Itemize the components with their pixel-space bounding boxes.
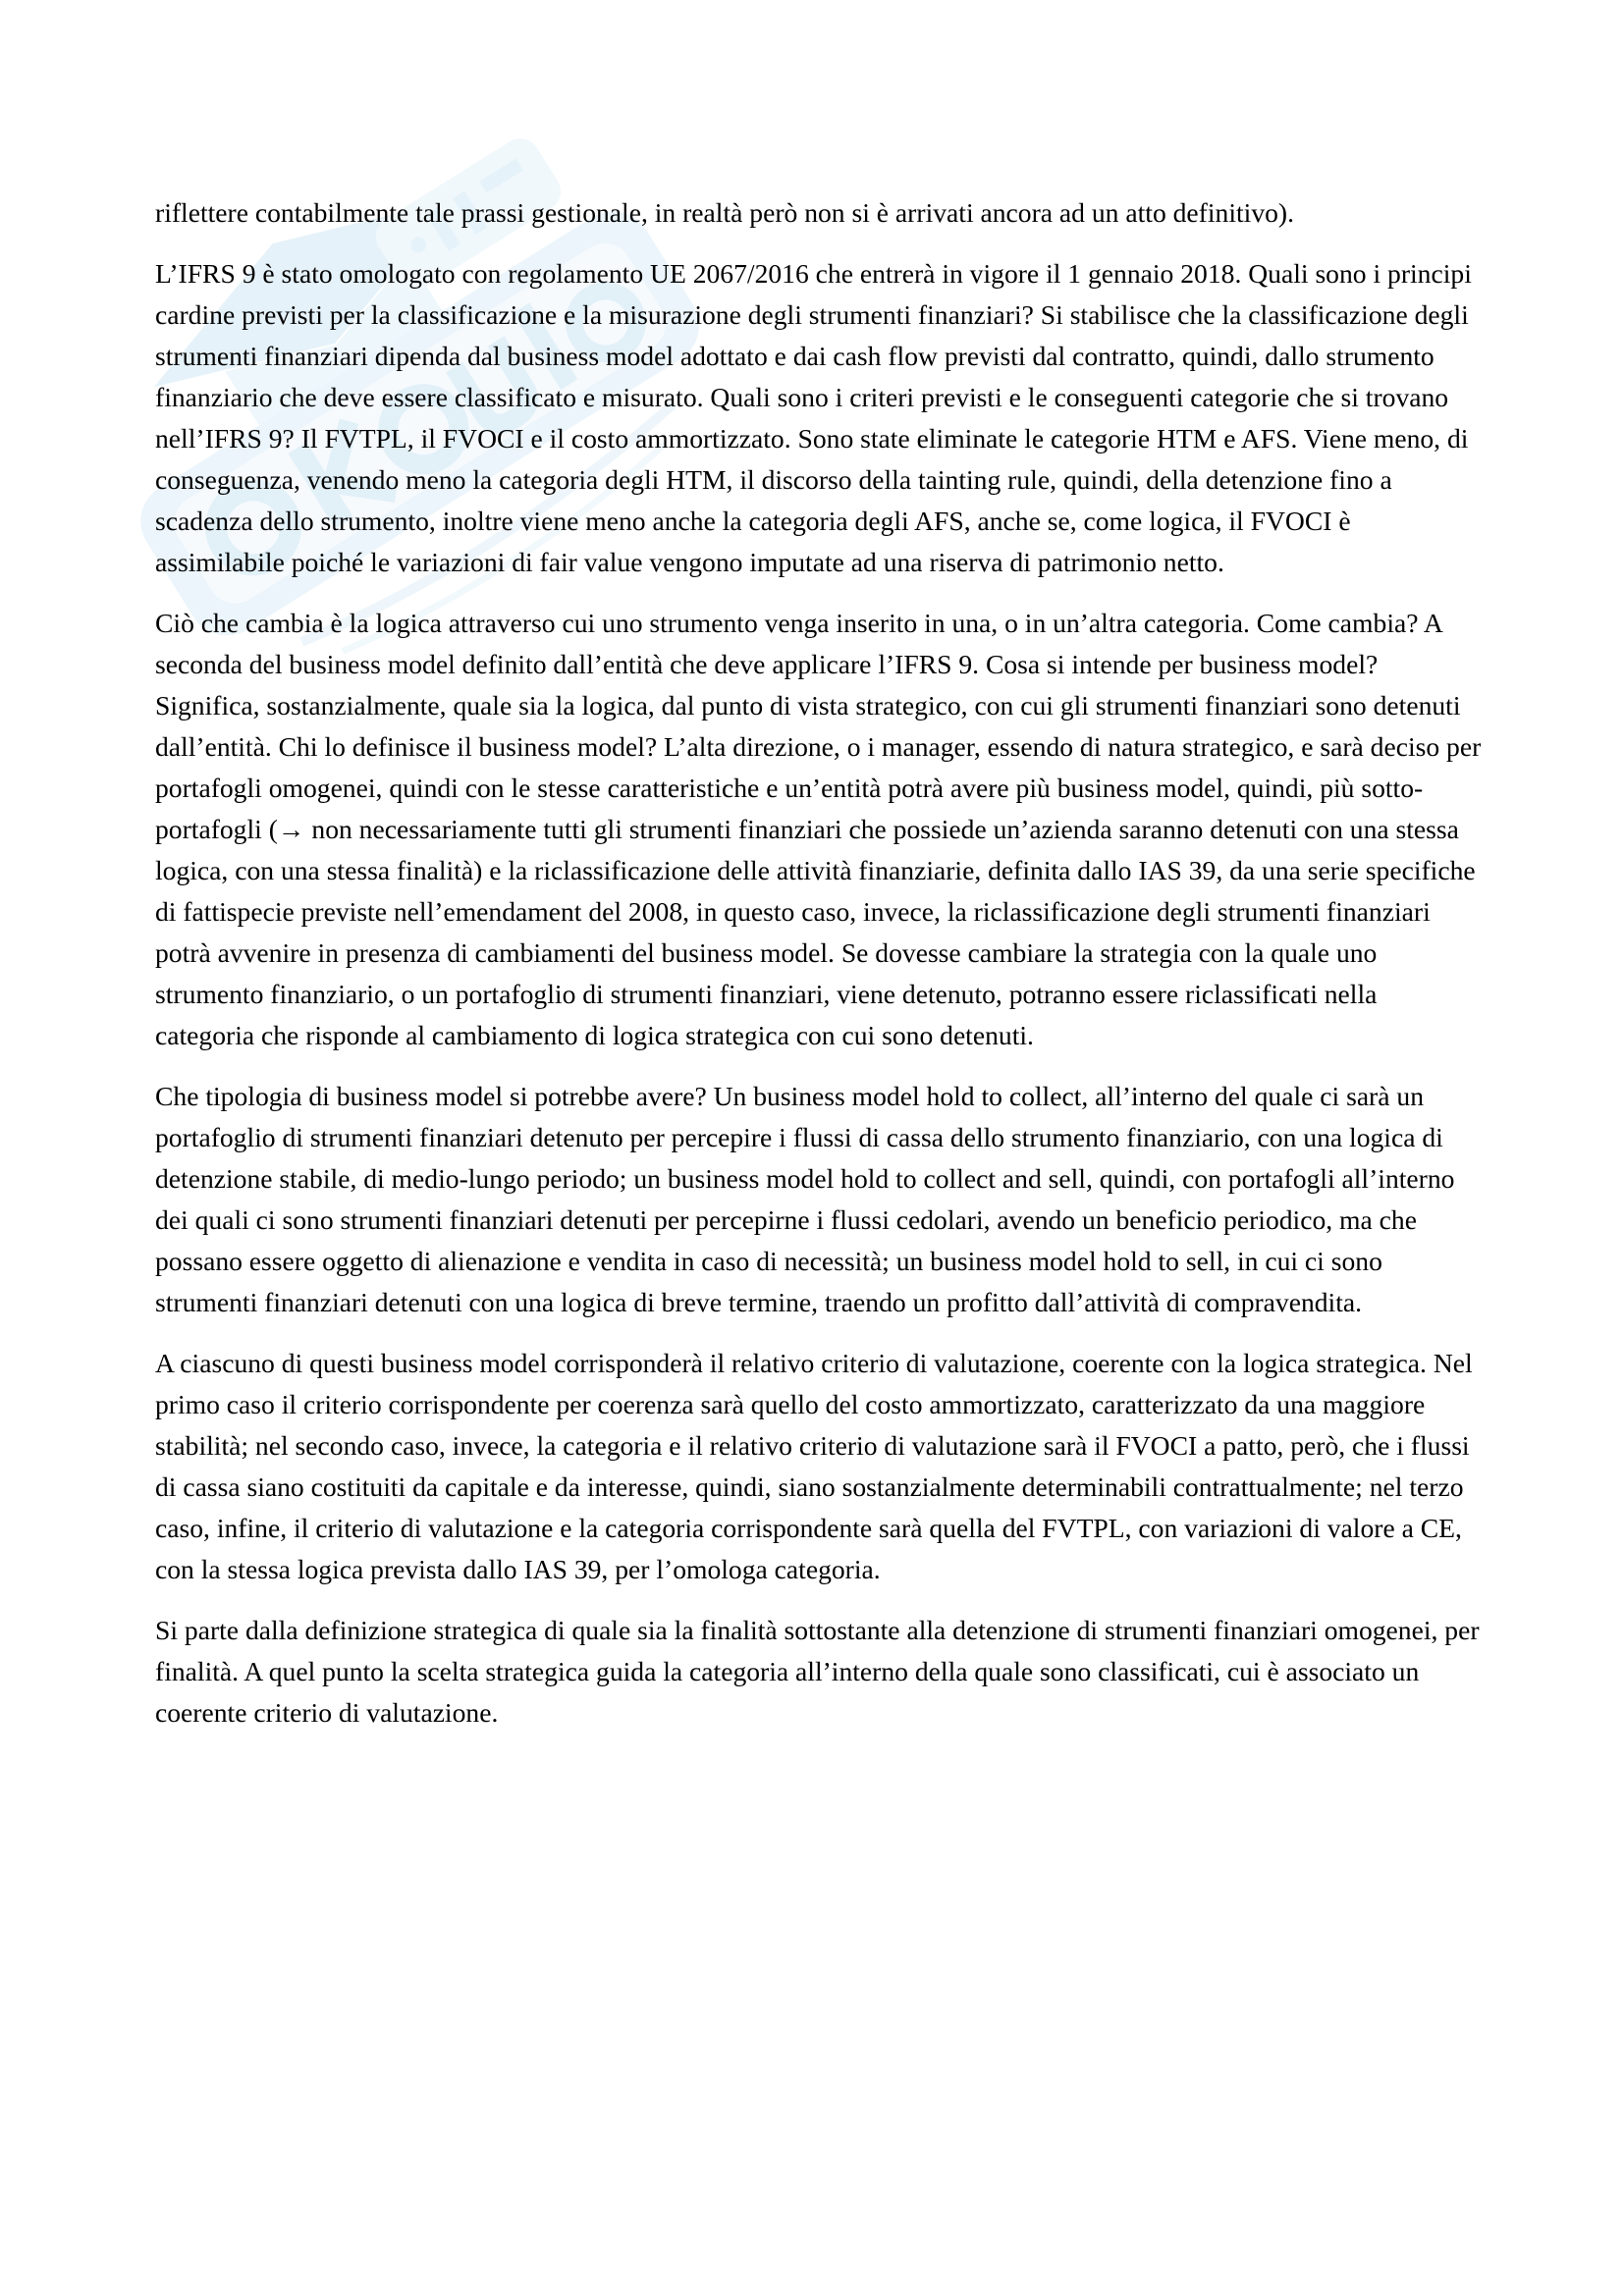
paragraph-4: Che tipologia di business model si potrebbe avere? Un business model hold to collect, all’interno del quale ci sarà un portafoglio di strumenti finanziari detenuto per percepire i flussi di cassa dello strumento finanziario, con una logica di detenzione stabile, di medio-lungo periodo; un business model hold to collect and sell, quindi, con portafogli all’interno dei quali ci sono strumenti finanziari detenuti per percepirne i flussi cedolari, avendo un beneficio periodico, ma che possano essere oggetto di alienazione e vendita in caso di necessità; un business model hold to sell, in cui ci sono strumenti finanziari detenuti con una logica di breve termine, traendo un profitto dall’attività di compravendita. [155,1081,1455,1317]
paragraph-1: riflettere contabilmente tale prassi gestionale, in realtà però non si è arrivati ancora ad un atto definitivo). [155,197,1295,228]
paragraph-5: A ciascuno di questi business model corrisponderà il relativo criterio di valutazione, coerente con la logica strategica. Nel primo caso il criterio corrispondente per coerenza sarà quello del costo ammortizzato, caratterizzato da una maggiore stabilità; nel secondo caso, invece, la categoria e il relativo criterio di valutazione sarà il FVOCI a patto, però, che i flussi di cassa siano costituiti da capitale e da interesse, quindi, siano sostanzialmente determinabili contrattualmente; nel terzo caso, infine, il criterio di valutazione e la categoria corrispondente sarà quella del FVTPL, con variazioni di valore a CE, con la stessa logica prevista dallo IAS 39, per l’omologa categoria. [155,1348,1473,1584]
body-text [155,192,1483,1753]
paragraph-3: Ciò che cambia è la logica attraverso cui uno strumento venga inserito in una, o in un’altra categoria. Come cambia? A seconda del business model definito dall’entità che deve applicare l’IFRS 9. Cosa si intende per business model? Significa, sostanzialmente, quale sia la logica, dal punto di vista strategico, con cui gli strumenti finanziari sono detenuti dall’entità. Chi lo definisce il business model? L’alta direzione, o i manager, essendo di natura strategico, e sarà deciso per portafogli omogenei, quindi con le stesse caratteristiche e un’entità potrà avere più business model, quindi, più sotto-portafogli (→ non necessariamente tutti gli strumenti finanziari che possiede un’azienda saranno detenuti con una stessa logica, con una stessa finalità) e la riclassificazione delle attività finanziarie, definita dallo IAS 39, da una serie specifiche di fattispecie previste nell’emendament del 2008, in questo caso, invece, la riclassificazione degli strumenti finanziari potrà avvenire in presenza di cambiamenti del business model. Se dovesse cambiare la strategia con la quale uno strumento finanziario, o un portafoglio di strumenti finanziari, viene detenuto, potranno essere riclassificati nella categoria che risponde al cambiamento di logica strategica con cui sono detenuti. [155,608,1482,1050]
paragraph-6: Si parte dalla definizione strategica di quale sia la finalità sottostante alla detenzione di strumenti finanziari omogenei, per finalità. A quel punto la scelta strategica guida la categoria all’interno della quale sono classificati, cui è associato un coerente criterio di valutazione. [155,1615,1480,1728]
paragraph-2: L’IFRS 9 è stato omologato con regolamento UE 2067/2016 che entrerà in vigore il 1 gennaio 2018. Quali sono i principi cardine previsti per la classificazione e la misurazione degli strumenti finanziari? Si stabilisce che la classificazione degli strumenti finanziari dipenda dal business model adottato e dai cash flow previsti dal contratto, quindi, dallo strumento finanziario che deve essere classificato e misurato. Quali sono i criteri previsti e le conseguenti categorie che si trovano nell’IFRS 9? Il FVTPL, il FVOCI e il costo ammortizzato. Sono state eliminate le categorie HTM e AFS. Viene meno, di conseguenza, venendo meno la categoria degli HTM, il discorso della tainting rule, quindi, della detenzione fino a scadenza dello strumento, inoltre viene meno anche la categoria degli AFS, anche se, come logica, il FVOCI è assimilabile poiché le variazioni di fair value vengono imputate ad una riserva di patrimonio netto. [155,258,1472,577]
